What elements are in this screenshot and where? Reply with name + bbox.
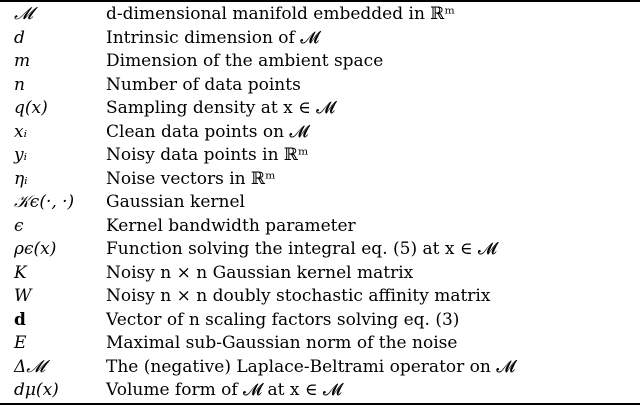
table-row [0,262,640,286]
table-row [0,238,640,262]
row-symbol: d [14,27,25,48]
row-description: Function solving the integral eq. (5) at x ∈ 𝓜 [106,239,497,259]
table-row [0,3,640,27]
row-description: Volume form of 𝓜 at x ∈ 𝓜 [106,380,342,400]
row-description: Clean data points on 𝓜 [106,121,309,142]
row-description: d-dimensional manifold embedded in ℝᵐ [106,4,455,24]
row-description: The (negative) Laplace-Beltrami operator on 𝓜 [106,356,516,377]
row-description: Dimension of the ambient space [106,51,384,71]
table-body [0,3,640,403]
row-symbol: m [14,51,31,71]
row-description: Maximal sub-Gaussian norm of the noise [106,333,458,353]
row-symbol: dμ(x) [14,380,59,400]
row-symbol: W [14,286,32,306]
row-symbol: ϵ [14,215,24,236]
table-row [0,191,640,215]
row-symbol: E [14,333,27,353]
row-description: Vector of n scaling factors solving eq. (3) [106,309,460,330]
row-symbol: d [14,309,26,330]
row-symbol: ρϵ(x) [14,239,57,259]
row-description: Gaussian kernel [106,192,245,212]
row-description: Noisy n × n Gaussian kernel matrix [106,262,414,283]
table-row [0,168,640,192]
table-row [0,356,640,380]
row-description: Noisy data points in ℝᵐ [106,145,309,165]
row-description: Noise vectors in ℝᵐ [106,168,276,189]
row-description: Kernel bandwidth parameter [106,215,356,236]
row-description: Sampling density at x ∈ 𝓜 [106,98,336,118]
row-description: Intrinsic dimension of 𝓜 [106,27,320,48]
table-row [0,215,640,239]
row-symbol: K [14,262,27,283]
row-description: Number of data points [106,74,301,95]
row-symbol: 𝓜 [14,4,34,24]
table-row [0,309,640,333]
table-row [0,285,640,309]
row-description: Noisy n × n doubly stochastic affinity matrix [106,286,491,306]
row-symbol: Δ𝓜 [14,356,46,377]
row-symbol: yᵢ [14,145,28,165]
table-row [0,121,640,145]
table-row [0,50,640,74]
table-row [0,144,640,168]
table-row [0,27,640,51]
table-row [0,379,640,403]
row-symbol: 𝒦ϵ(·, ·) [14,192,75,212]
row-symbol: n [14,74,25,95]
top-rule [0,0,640,2]
table-row [0,74,640,98]
table-row [0,97,640,121]
table-row [0,332,640,356]
row-symbol: xᵢ [14,121,28,142]
row-symbol: q(x) [14,98,48,118]
row-symbol: ηᵢ [14,168,28,189]
